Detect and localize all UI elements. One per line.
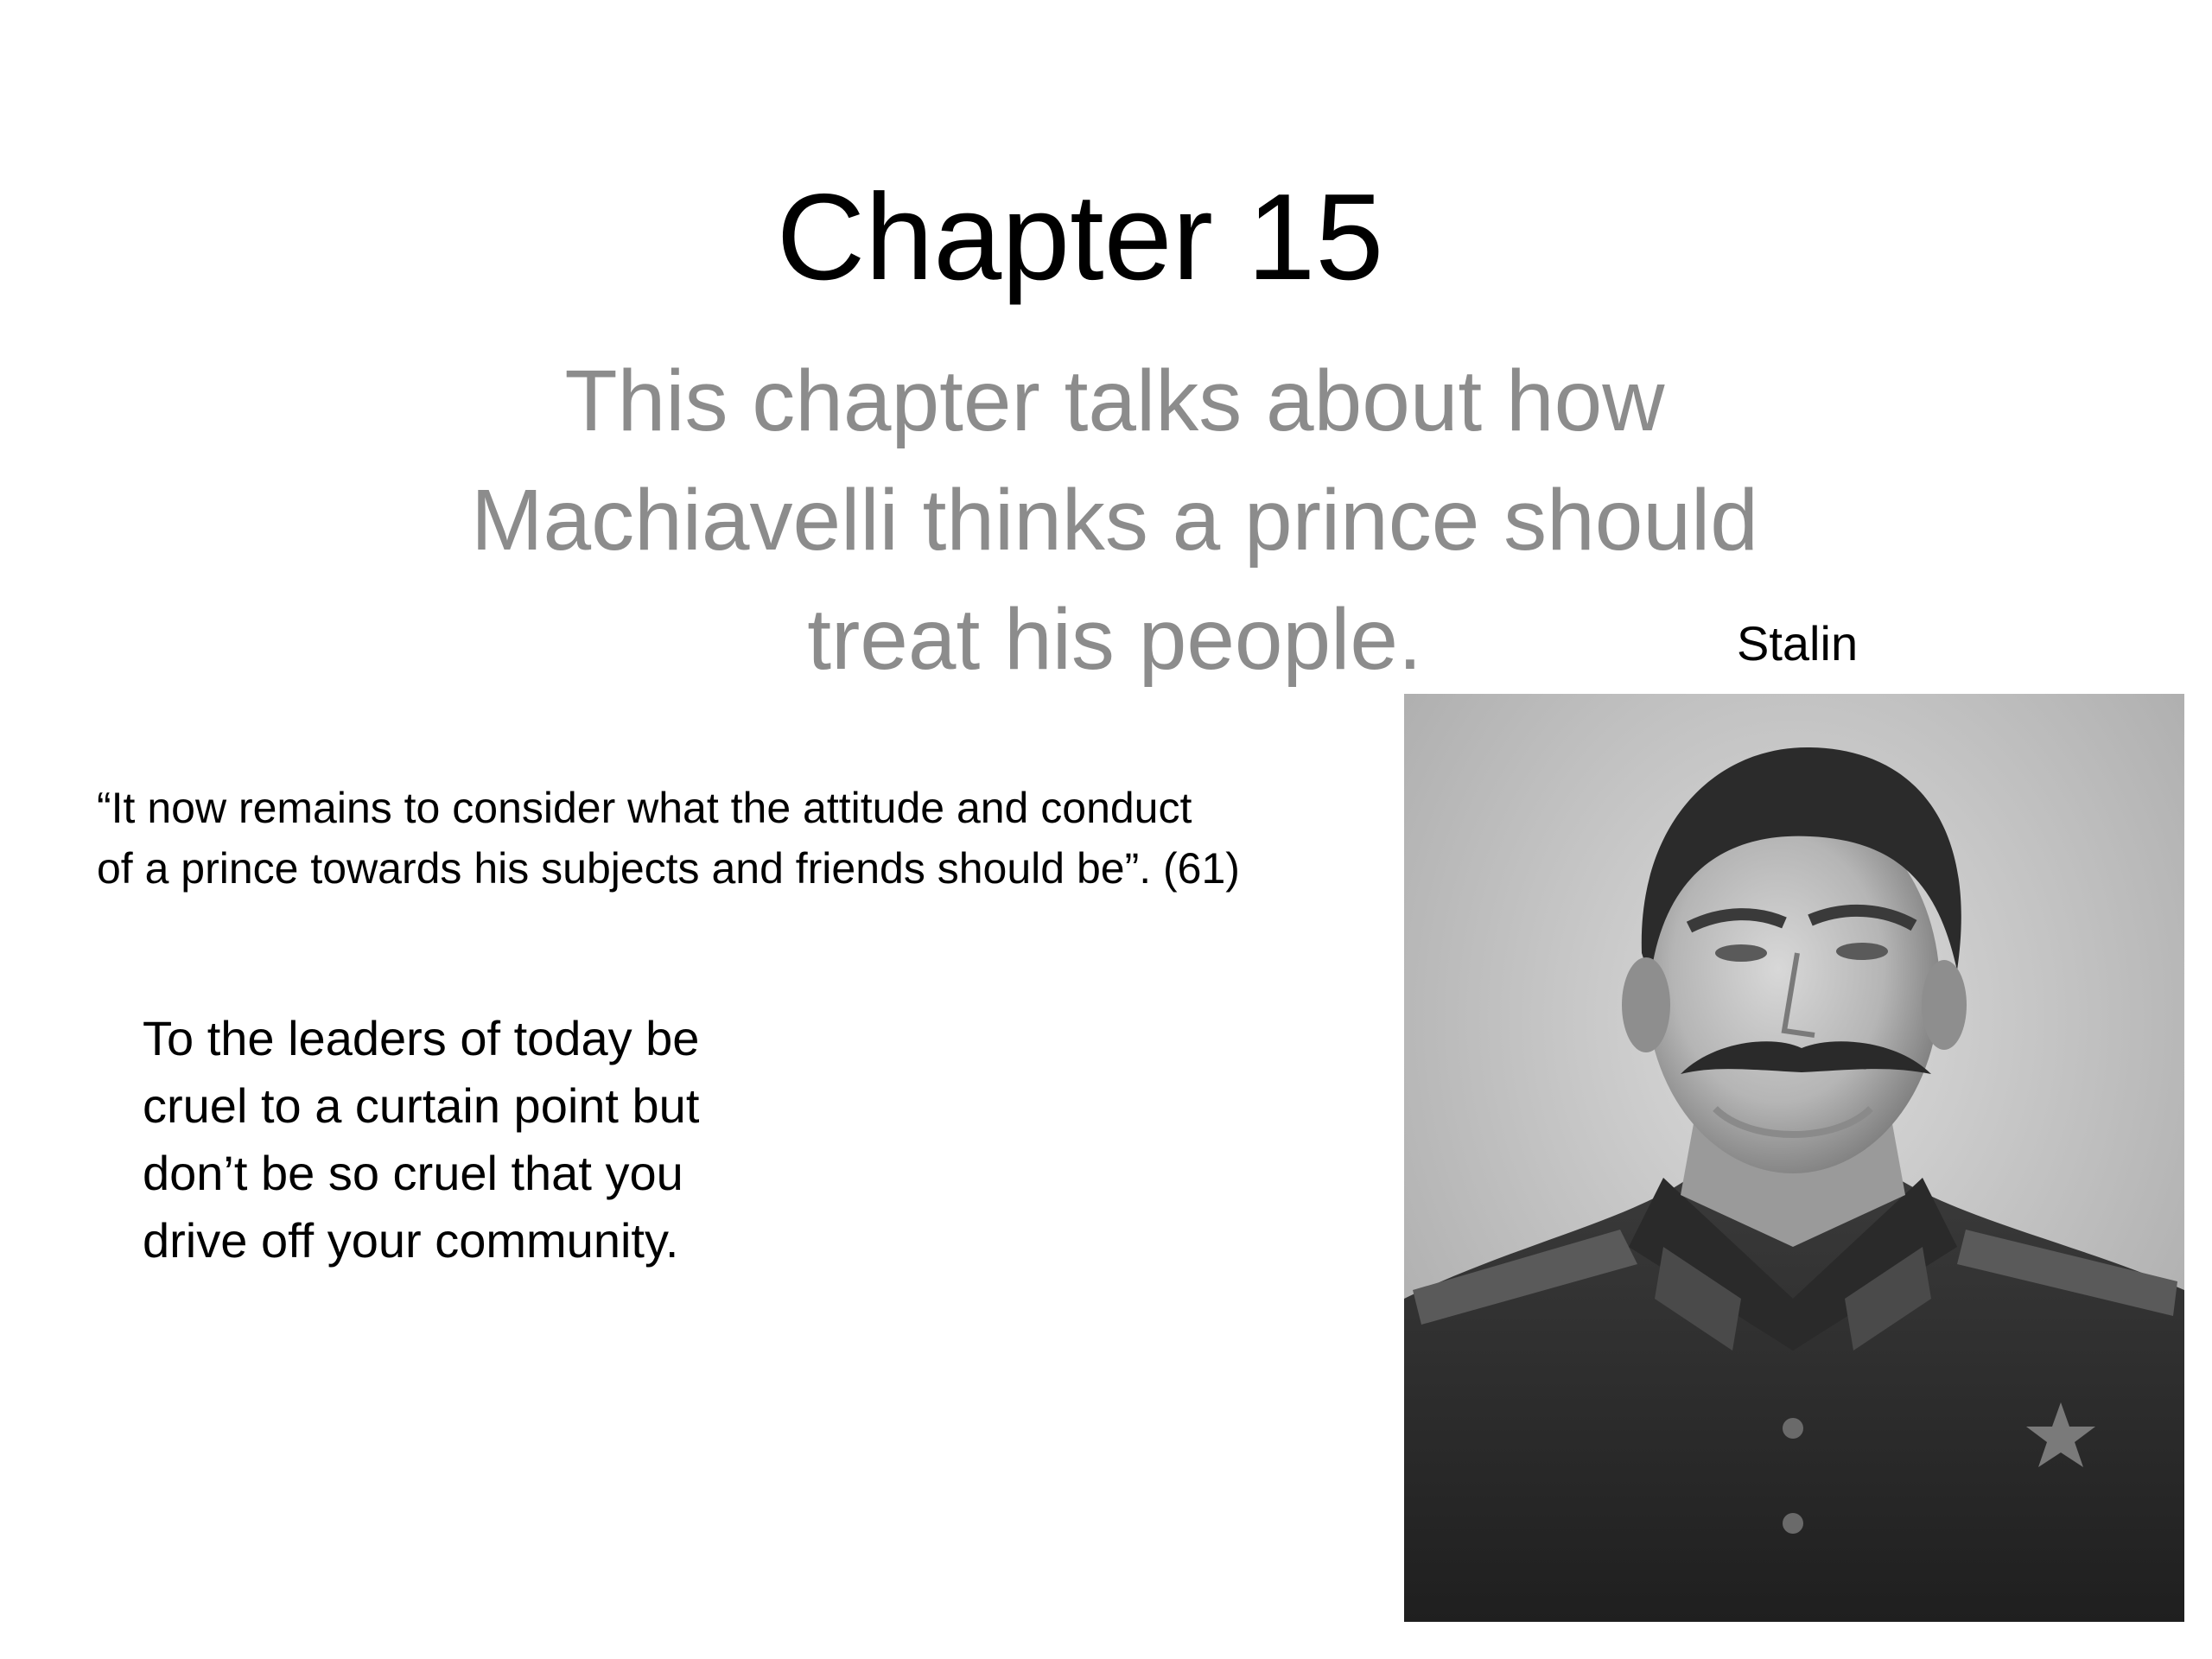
slide-title: Chapter 15 <box>776 168 1384 306</box>
portrait-photo <box>1404 694 2184 1622</box>
advice-line: drive off your community. <box>143 1213 679 1268</box>
portrait-illustration <box>1404 694 2184 1622</box>
image-caption: Stalin <box>1737 616 1859 671</box>
advice-text <box>143 1005 851 1274</box>
slide-subtitle <box>380 341 1849 699</box>
quote-line: of a prince towards his subjects and friends should be”. (61) <box>97 844 1240 893</box>
advice-line: cruel to a curtain point but <box>143 1078 700 1133</box>
advice-line: To the leaders of today be <box>143 1011 700 1065</box>
advice-line: don’t be so cruel that you <box>143 1146 683 1200</box>
subtitle-line: Machiavelli thinks a prince should <box>471 472 1758 569</box>
subtitle-line: treat his people. <box>807 591 1422 688</box>
quote-text <box>97 778 1358 899</box>
subtitle-line: This chapter talks about how <box>564 353 1665 449</box>
quote-line: “It now remains to consider what the attitude and conduct <box>97 784 1192 832</box>
